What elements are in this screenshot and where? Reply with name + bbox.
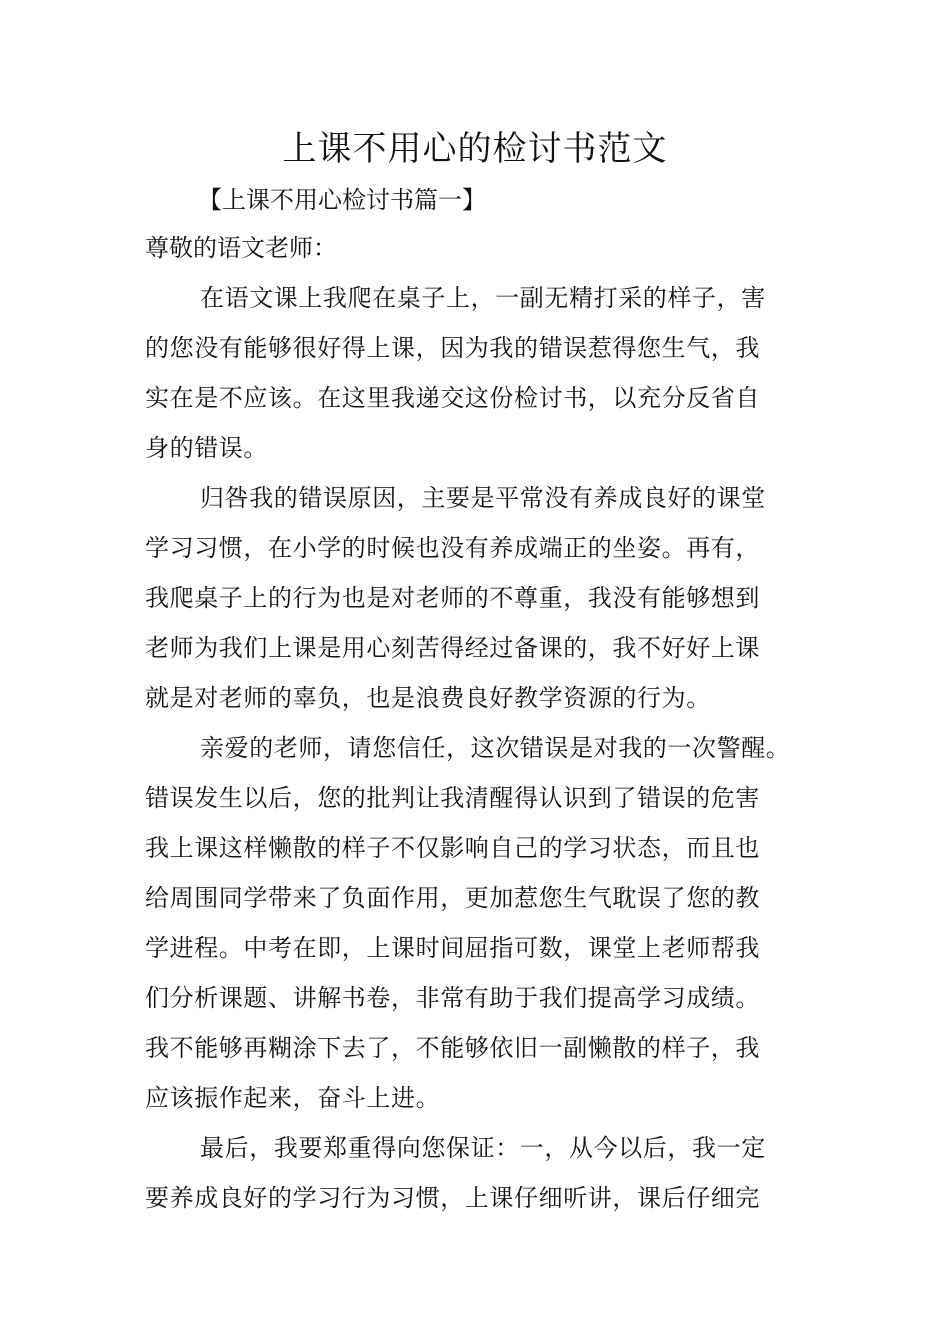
paragraph-line: 学习习惯，在小学的时候也没有养成端正的坐姿。再有， [145,534,760,562]
paragraph-line: 我上课这样懒散的样子不仅影响自己的学习状态，而且也 [145,834,760,862]
paragraph-line: 在语文课上我爬在桌子上，一副无精打采的样子，害 [200,284,766,312]
paragraph-line: 我爬桌子上的行为也是对老师的不尊重，我没有能够想到 [145,584,760,612]
salutation: 尊敬的语文老师： [145,234,337,262]
paragraph-line: 我不能够再糊涂下去了，不能够依旧一副懒散的样子，我 [145,1034,760,1062]
document-title: 上课不用心的检讨书范文 [282,129,668,169]
paragraph-line: 学进程。中考在即，上课时间屈指可数，课堂上老师帮我 [145,934,760,962]
paragraph-line: 们分析课题、讲解书卷，非常有助于我们提高学习成绩。 [145,984,760,1012]
paragraph-line: 要养成良好的学习行为习惯，上课仔细听讲，课后仔细完 [145,1184,760,1212]
paragraph-line: 就是对老师的辜负，也是浪费良好教学资源的行为。 [145,684,711,712]
paragraph-line: 应该振作起来，奋斗上进。 [145,1084,441,1112]
paragraph-line: 归咎我的错误原因，主要是平常没有养成良好的课堂 [200,484,766,512]
paragraph-line: 老师为我们上课是用心刻苦得经过备课的，我不好好上课 [145,634,760,662]
paragraph-line: 亲爱的老师，请您信任，这次错误是对我的一次警醒。 [200,734,791,762]
paragraph-line: 最后，我要郑重得向您保证：一，从今以后，我一定 [200,1134,766,1162]
paragraph-line: 身的错误。 [145,434,268,462]
paragraph-line: 给周围同学带来了负面作用，更加惹您生气耽误了您的教 [145,884,760,912]
paragraph-line: 错误发生以后，您的批判让我清醒得认识到了错误的危害 [145,784,760,812]
paragraph-line: 的您没有能够很好得上课，因为我的错误惹得您生气，我 [145,334,760,362]
paragraph-line: 实在是不应该。在这里我递交这份检讨书，以充分反省自 [145,384,760,412]
section-heading: 【上课不用心检讨书篇一】 [198,186,486,214]
